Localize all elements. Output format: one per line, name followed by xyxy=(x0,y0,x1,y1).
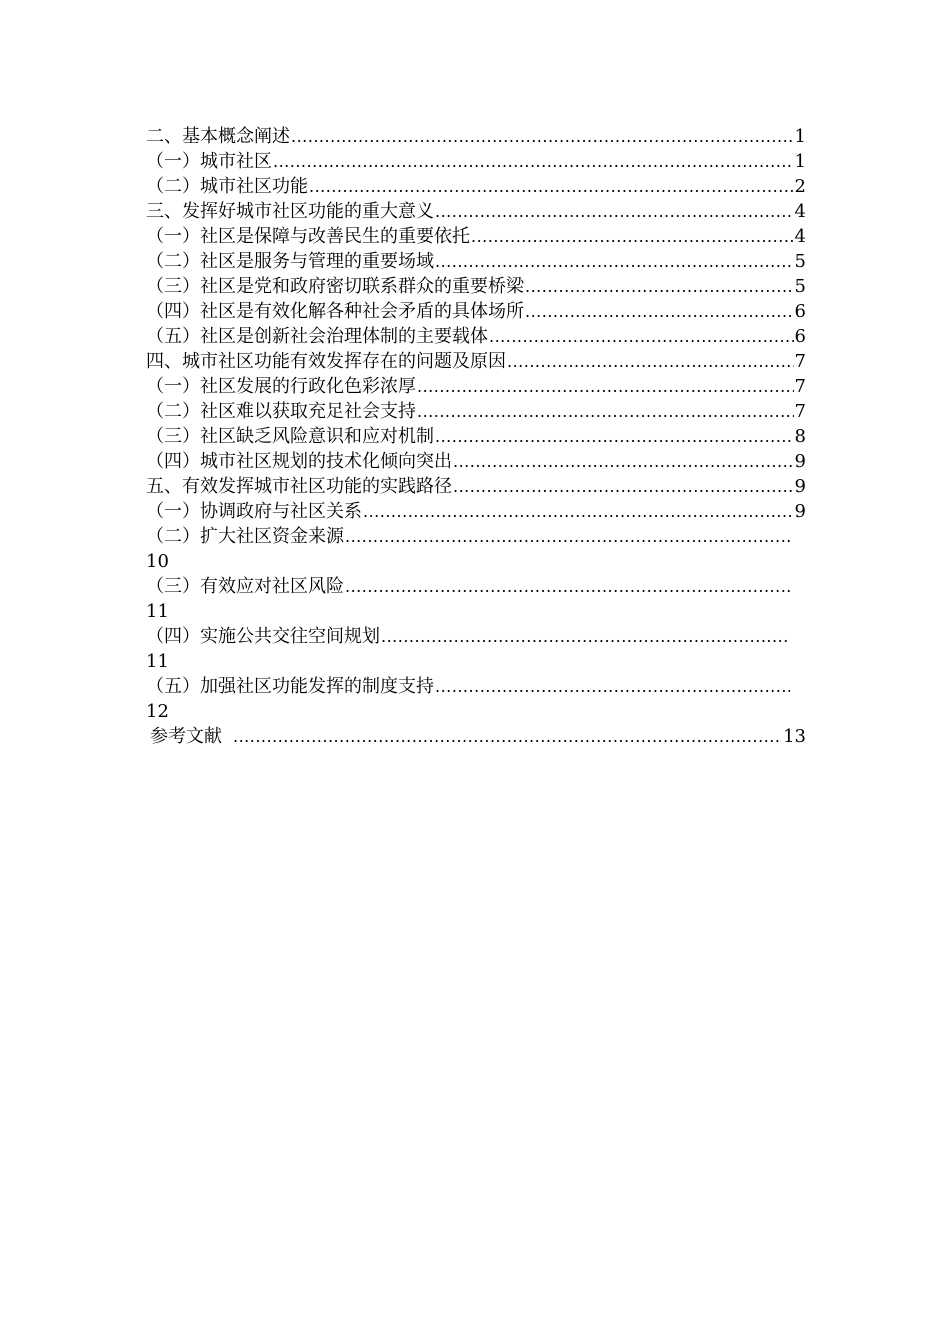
toc-entry xyxy=(146,299,806,324)
toc-entry-label: （一）社区发展的行政化色彩浓厚 xyxy=(146,376,416,397)
toc-entry-label: 参考文献 xyxy=(150,726,222,747)
toc-entry xyxy=(146,449,806,474)
toc-leader-dots xyxy=(309,174,794,199)
toc-entry-page: 4 xyxy=(794,201,806,222)
toc-entry xyxy=(146,199,806,224)
toc-entry xyxy=(146,124,806,149)
toc-entry xyxy=(146,499,806,524)
toc-entry-page: 12 xyxy=(146,701,169,722)
toc-entry-page: 9 xyxy=(794,501,806,522)
toc-entry-label: 四、城市社区功能有效发挥存在的问题及原因 xyxy=(146,351,506,372)
toc-entry-label: （二）社区是服务与管理的重要场域 xyxy=(146,251,434,272)
toc-entry-page: 9 xyxy=(794,476,806,497)
toc-entry xyxy=(146,574,806,599)
toc-leader-dots xyxy=(471,224,794,249)
toc-entry-page: 11 xyxy=(146,601,169,622)
toc-entry-page: 7 xyxy=(794,376,806,397)
toc-entry-label: （五）加强社区功能发挥的制度支持 xyxy=(146,676,434,697)
toc-entry-page: 10 xyxy=(146,551,169,572)
toc-entry-page: 6 xyxy=(794,301,806,322)
toc-entry-label: （五）社区是创新社会治理体制的主要载体 xyxy=(146,326,488,347)
toc-entry-label: 三、发挥好城市社区功能的重大意义 xyxy=(146,201,434,222)
toc-entry-label: （三）社区是党和政府密切联系群众的重要桥梁 xyxy=(146,276,524,297)
toc-entry xyxy=(146,674,806,699)
toc-leader-dots xyxy=(291,124,794,149)
toc-entry-page: 9 xyxy=(794,451,806,472)
toc-entry xyxy=(146,149,806,174)
toc-leader-dots xyxy=(489,324,794,349)
toc-entry-page: 1 xyxy=(794,151,806,172)
toc-entry-page: 4 xyxy=(794,226,806,247)
toc-leader-dots xyxy=(453,449,794,474)
toc-entry-label: （四）社区是有效化解各种社会矛盾的具体场所 xyxy=(146,301,524,322)
toc-entry-page: 7 xyxy=(794,351,806,372)
toc-leader-dots xyxy=(363,499,794,524)
toc-entry-page: 5 xyxy=(794,251,806,272)
toc-leader-dots xyxy=(417,374,794,399)
toc-leader-dots xyxy=(525,274,794,299)
toc-entry xyxy=(146,224,806,249)
toc-entry xyxy=(146,249,806,274)
toc-entry-page: 6 xyxy=(794,326,806,347)
toc-entry-label: 二、基本概念阐述 xyxy=(146,126,290,147)
toc-leader-dots xyxy=(453,474,794,499)
toc-leader-dots xyxy=(345,524,790,549)
toc-entry xyxy=(146,174,806,199)
toc-entry-label: （三）有效应对社区风险 xyxy=(146,576,344,597)
toc-entry-page: 13 xyxy=(783,726,806,747)
toc-entry-label: （四）实施公共交往空间规划 xyxy=(146,626,380,647)
toc-entry-label: （一）城市社区 xyxy=(146,151,272,172)
toc-leader-dots xyxy=(435,249,794,274)
toc-entry xyxy=(146,399,806,424)
toc-leader-dots xyxy=(435,674,790,699)
toc-entry-page: 11 xyxy=(146,651,169,672)
toc-entry xyxy=(146,624,806,649)
toc-entry xyxy=(146,474,806,499)
toc-entry-label: （四）城市社区规划的技术化倾向突出 xyxy=(146,451,452,472)
toc-entry-label: （一）协调政府与社区关系 xyxy=(146,501,362,522)
toc-leader-dots xyxy=(381,624,790,649)
toc-entry xyxy=(146,424,806,449)
table-of-contents xyxy=(146,124,806,749)
toc-leader-dots xyxy=(233,724,782,749)
toc-entry xyxy=(146,524,806,549)
toc-entry-label: （三）社区缺乏风险意识和应对机制 xyxy=(146,426,434,447)
toc-entry-label: （二）扩大社区资金来源 xyxy=(146,526,344,547)
toc-leader-dots xyxy=(507,349,794,374)
toc-leader-dots xyxy=(345,574,790,599)
toc-entry-label: 五、有效发挥城市社区功能的实践路径 xyxy=(146,476,452,497)
toc-entry-label: （二）社区难以获取充足社会支持 xyxy=(146,401,416,422)
toc-entry-page: 8 xyxy=(794,426,806,447)
toc-entry-page: 7 xyxy=(794,401,806,422)
toc-entry xyxy=(146,324,806,349)
toc-entry xyxy=(146,374,806,399)
toc-leader-dots xyxy=(525,299,794,324)
toc-leader-dots xyxy=(435,199,794,224)
toc-entry-page: 2 xyxy=(794,176,806,197)
toc-entry-label: （二）城市社区功能 xyxy=(146,176,308,197)
toc-entry-references xyxy=(146,724,806,749)
toc-entry xyxy=(146,274,806,299)
toc-leader-dots xyxy=(435,424,794,449)
toc-leader-dots xyxy=(417,399,794,424)
toc-entry-page: 5 xyxy=(794,276,806,297)
toc-entry xyxy=(146,349,806,374)
toc-entry-label: （一）社区是保障与改善民生的重要依托 xyxy=(146,226,470,247)
toc-entry-page: 1 xyxy=(794,126,806,147)
toc-leader-dots xyxy=(273,149,794,174)
